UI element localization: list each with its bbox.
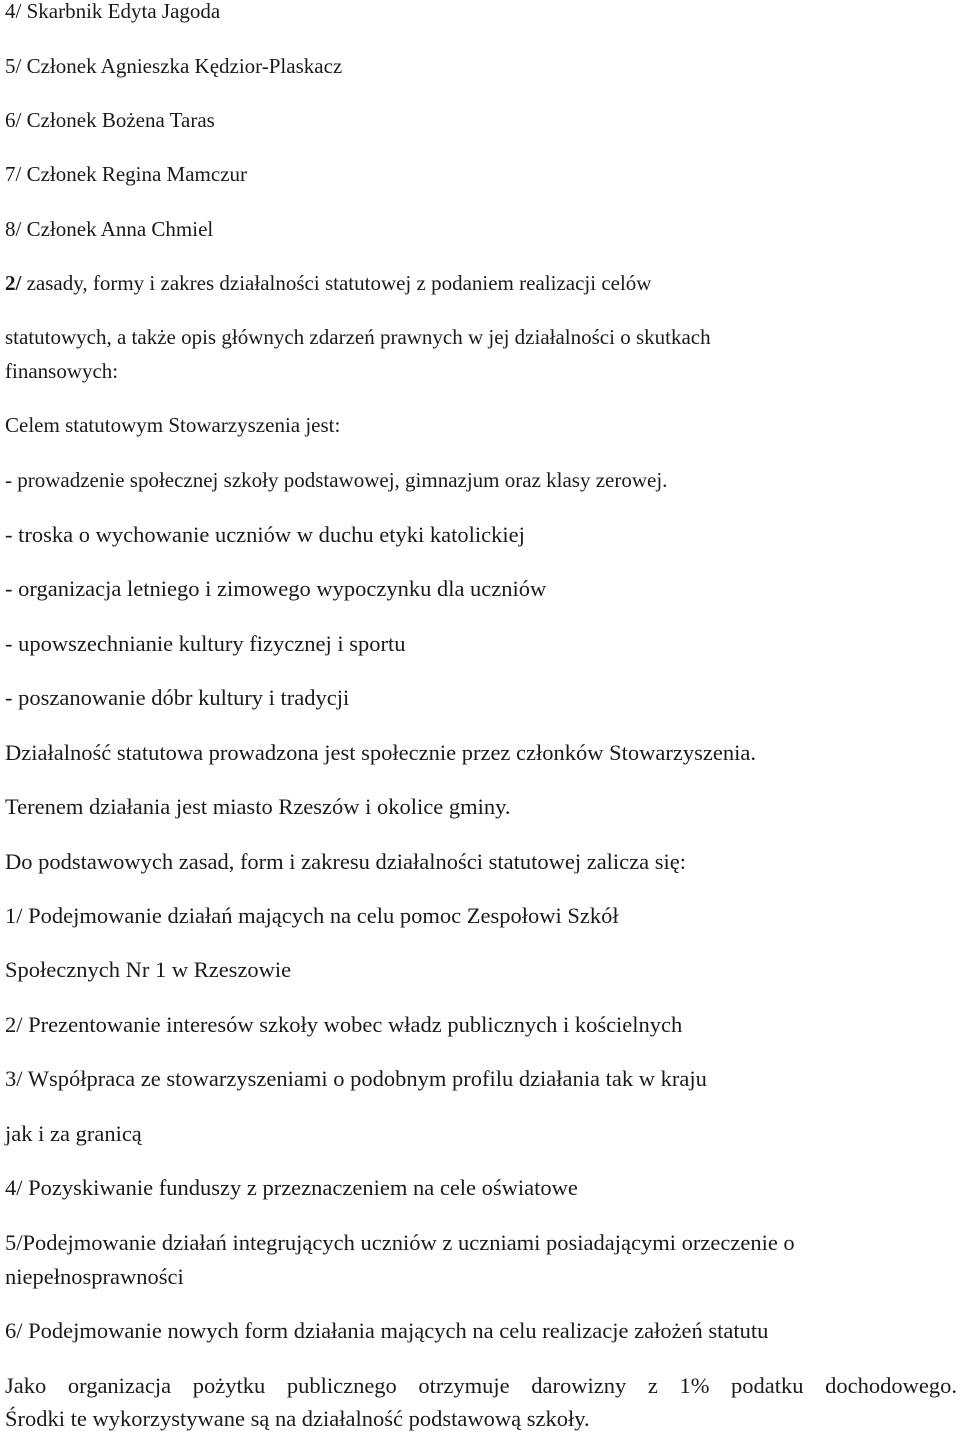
board-member-4: 4/ Skarbnik Edyta Jagoda <box>5 0 221 23</box>
goal-item-3: - organizacja letniego i zimowego wypoczynku dla uczniów <box>5 576 547 601</box>
principle-1-cont: Społecznych Nr 1 w Rzeszowie <box>5 957 292 982</box>
section-title-cont: statutowych, a także opis głównych zdarzeń prawnych w jej działalności o skutkach <box>5 325 711 349</box>
donation-note: Jako organizacja pożytku publicznego otrzymuje darowizny z 1% podatku dochodowego. <box>5 1373 957 1398</box>
area-note: Terenem działania jest miasto Rzeszów i okolice gminy. <box>5 794 511 819</box>
donation-note-cont: Środki te wykorzystywane są na działalność podstawową szkoły. <box>5 1406 590 1431</box>
goal-intro: Celem statutowym Stowarzyszenia jest: <box>5 413 341 437</box>
section-number: 2/ <box>5 271 22 295</box>
principle-5: 5/Podejmowanie działań integrujących uczniów z uczniami posiadającymi orzeczenie o <box>5 1230 795 1255</box>
board-member-8: 8/ Członek Anna Chmiel <box>5 217 214 241</box>
section-title: zasady, formy i zakres działalności statutowej z podaniem realizacji celów <box>21 271 652 295</box>
activity-note: Działalność statutowa prowadzona jest społecznie przez członków Stowarzyszenia. <box>5 740 756 765</box>
board-member-5: 5/ Członek Agnieszka Kędzior-Plaskacz <box>5 54 343 78</box>
principles-intro: Do podstawowych zasad, form i zakresu działalności statutowej zalicza się: <box>5 849 687 874</box>
board-member-7: 7/ Członek Regina Mamczur <box>5 162 248 186</box>
section-2-heading <box>5 273 651 294</box>
principle-6: 6/ Podejmowanie nowych form działania mających na celu realizacje założeń statutu <box>5 1318 769 1343</box>
principle-1: 1/ Podejmowanie działań mających na celu pomoc Zespołowi Szkół <box>5 903 619 928</box>
principle-3: 3/ Współpraca ze stowarzyszeniami o podobnym profilu działania tak w kraju <box>5 1066 707 1091</box>
principle-5-cont: niepełnosprawności <box>5 1264 184 1289</box>
goal-item-1: - prowadzenie społecznej szkoły podstawowej, gimnazjum oraz klasy zerowej. <box>5 468 668 492</box>
goal-item-2: - troska o wychowanie uczniów w duchu etyki katolickiej <box>5 522 525 547</box>
principle-4: 4/ Pozyskiwanie funduszy z przeznaczeniem na cele oświatowe <box>5 1175 578 1200</box>
board-member-6: 6/ Członek Bożena Taras <box>5 108 215 132</box>
section-title-end: finansowych: <box>5 359 119 383</box>
principle-3-cont: jak i za granicą <box>5 1121 142 1146</box>
principle-2: 2/ Prezentowanie interesów szkoły wobec władz publicznych i kościelnych <box>5 1012 683 1037</box>
goal-item-5: - poszanowanie dóbr kultury i tradycji <box>5 685 350 710</box>
goal-item-4: - upowszechnianie kultury fizycznej i sportu <box>5 631 406 656</box>
